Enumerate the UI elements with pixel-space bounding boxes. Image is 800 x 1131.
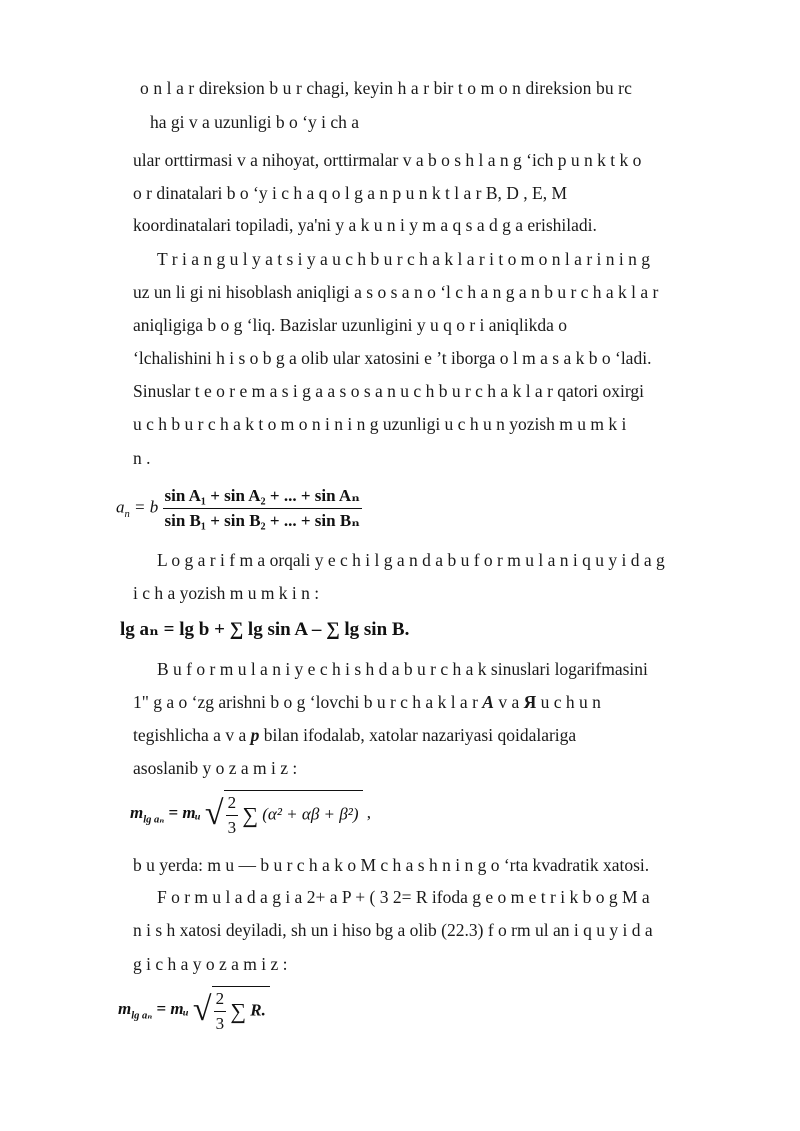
symbol-ya: Я [523,692,537,712]
text-line-19: b u yerda: m u — b u r c h a k o M c h a s h n i n g o ‘rta kvadratik xatosi. [133,855,650,875]
symbol-p: p [250,725,260,745]
text-line-2: ha gi v a uzunligi b o ‘y i ch a [150,112,359,132]
formula3-frac-num: 2 [226,793,239,816]
formula4-lhs-sub: lg aₙ [131,1010,153,1022]
formula4-frac-num: 2 [214,989,227,1012]
text-line-16-part-2: v a [498,692,520,712]
text-line-17-part-2: bilan ifodalab, xatolar nazariyasi qoidalariga [263,725,577,745]
formula-lhs: a [116,497,125,517]
text-line-12: n . [133,448,151,468]
formula-lhs-sub: n [124,508,130,520]
formula3-lhs-sub: lg aₙ [143,814,165,826]
formula-error [130,790,371,838]
formula4-lhs: m [118,998,132,1018]
text-line-10: Sinuslar t e o r e m a s i g a a s o s a n u c h b u r c h a k l a r qatori oxirgi [133,381,644,401]
text-line-17-part-1: tegishlicha a v a [133,725,247,745]
text-line-16 [133,690,601,714]
text-line-11: u c h b u r c h a k t o m o n i n i n g uzunligi u c h u n yozish m u m k i [133,414,627,434]
text-line-17 [133,723,576,747]
formula4-sqrt [193,986,270,1034]
formula-denominator: sin B₁ + sin B₂ + ... + sin Bₙ [164,511,360,530]
formula4-frac-den: 3 [215,1014,225,1033]
text-line-5: koordinatalari topiladi, ya'ni y a k u n i y m a q s a d g a erishiladi. [133,215,597,235]
formula3-eq: = mᵤ [168,802,201,822]
formula3-body: (α² + αβ + β²) [262,804,359,824]
sqrt-icon: √ [192,991,212,1028]
text-line-3: ular orttirmasi v a nihoyat, orttirmalar v a b o s h l a n g ‘ich p u n k t k o [133,150,642,170]
text-line-22: g i c h a y o z a m i z : [133,954,288,974]
formula3-lhs: m [130,802,144,822]
formula-ratio [116,486,362,531]
formula-numerator: sin A₁ + sin A₂ + ... + sin Aₙ [163,486,362,509]
text-line-20: F o r m u l a d a g i a 2+ a P + ( 3 2= R ifoda g e o m e t r i k b o g M a [157,887,650,907]
text-line-8: aniqligiga b o g ‘liq. Bazislar uzunligini y u q o r i aniqlikda o [133,315,568,335]
formula-error-short [118,986,270,1034]
text-line-18: asoslanib y o z a m i z : [133,758,298,778]
sqrt-icon: √ [204,795,224,832]
symbol-a: A [482,692,494,712]
formula3-sqrt [205,790,363,838]
text-line-13: L o g a r i f m a orqali y e c h i l g a n d a b u f o r m u l a n i q u y i d a g [157,550,665,570]
text-line-9: ‘lchalishini h i s o b g a olib ular xatosini e ’t iborga o l m a s a k b o ‘ladi. [133,348,652,368]
formula4-body: R. [250,1000,266,1020]
text-line-15: B u f o r m u l a n i y e c h i s h d a b u r c h a k sinuslari logarifmasini [157,659,648,679]
text-line-7: uz un li gi ni hisoblash aniqligi a s o s a n o ‘l c h a n g a n b u r c h a k l a r [133,282,659,302]
text-line-16-part-1: 1" g a o ‘zg arishni b o g ‘lovchi b u r c h a k l a r [133,692,478,712]
sum-icon: ∑ [230,998,246,1024]
text-line-21: n i s h xatosi deyiladi, sh un i hiso bg a olib (22.3) f o rm ul an i q u y i d a [133,920,653,940]
formula3-tail: , [366,802,371,822]
formula-fraction [163,486,362,531]
formula-eq: = b [134,497,159,517]
text-line-4: o r dinatalari b o ‘y i c h a q o l g a n p u n k t l a r B, D , E, M [133,183,568,203]
text-line-1: o n l a r direksion b u r chagi, keyin h a r bir t o m o n direksion bu rc [140,78,632,98]
formula3-frac-den: 3 [227,818,237,837]
text-line-6: T r i a n g u l y a t s i y a u c h b u r c h a k l a r i t o m o n l a r i n i n g [157,249,650,269]
text-line-14: i c h a yozish m u m k i n : [133,583,320,603]
sum-icon: ∑ [242,802,258,828]
formula4-eq: = mᵤ [156,998,189,1018]
text-line-16-part-3: u c h u n [540,692,601,712]
formula-log: lg aₙ = lg b + ∑ lg sin A – ∑ lg sin B. [120,619,410,640]
